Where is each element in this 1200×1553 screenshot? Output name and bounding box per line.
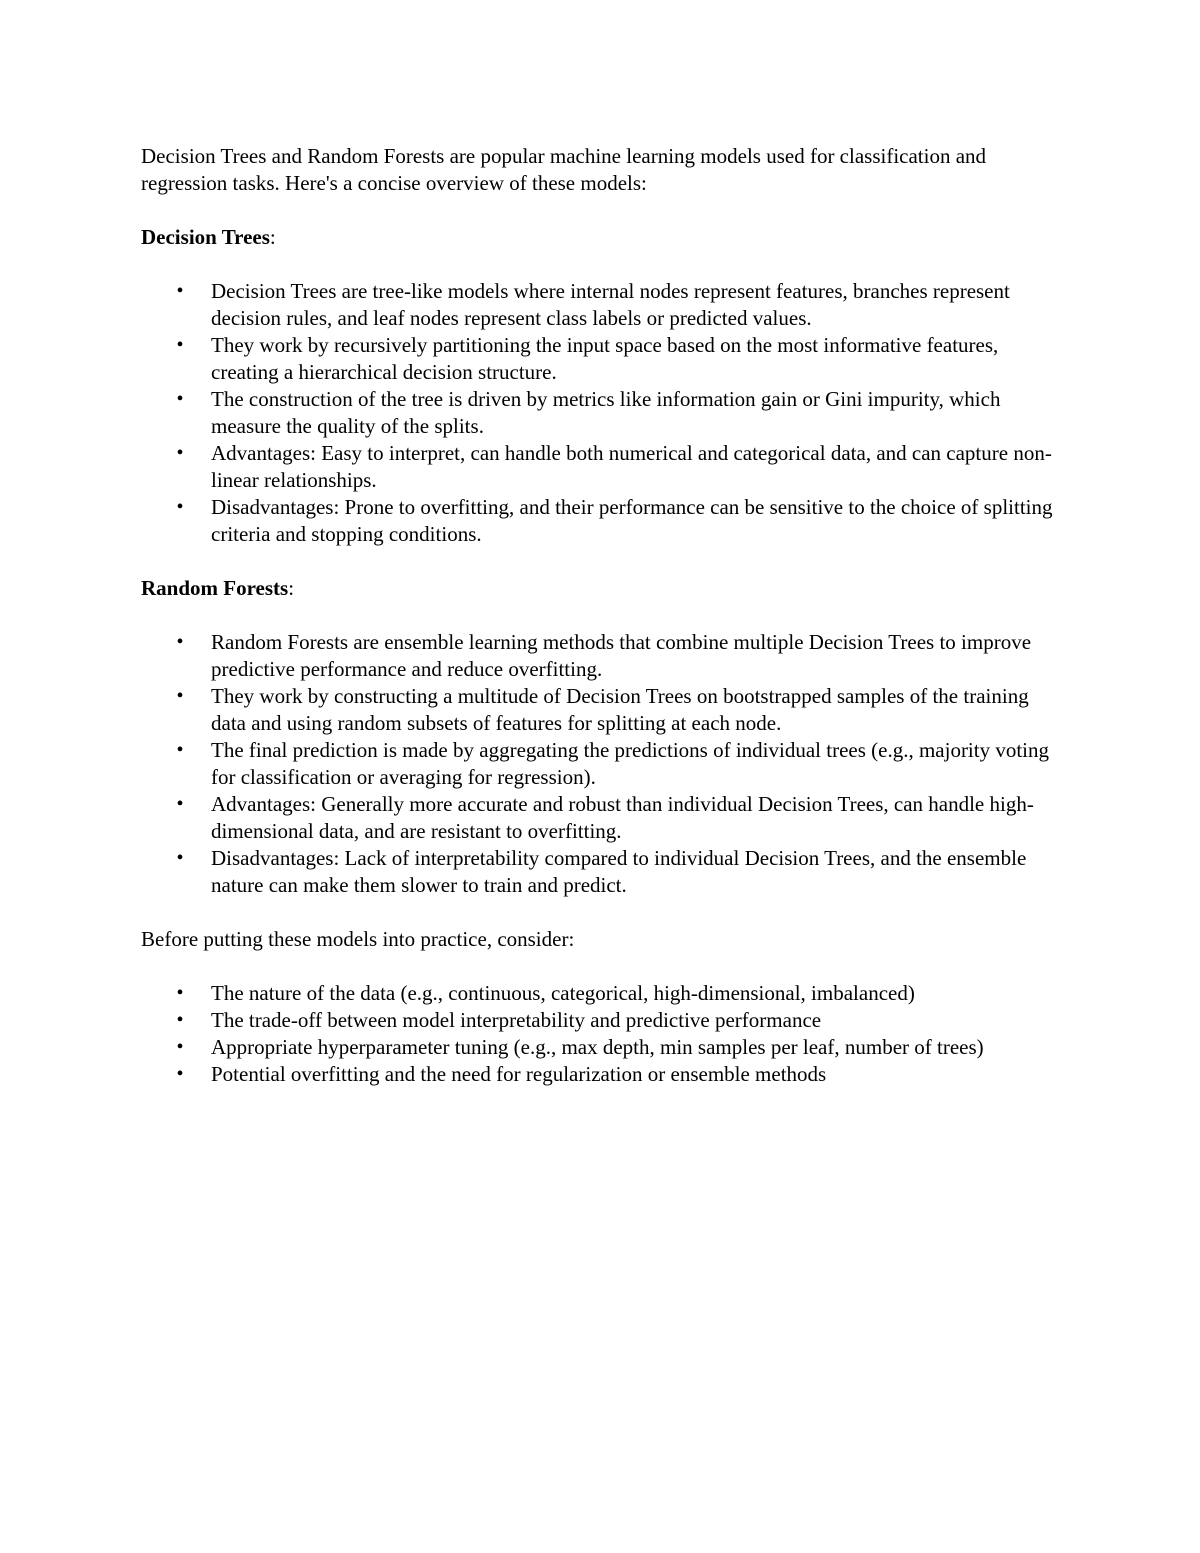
bullet-icon: • [176,739,184,761]
list-item-text: The trade-off between model interpretability and predictive performance [211,1008,822,1032]
bullet-icon: • [176,1063,184,1085]
list-item [176,683,1061,737]
bullet-icon: • [176,847,184,869]
bullet-icon: • [176,685,184,707]
list-item-text: Random Forests are ensemble learning methods that combine multiple Decision Trees to improve predictive performance and reduce overfitting. [211,630,1032,681]
bullet-icon: • [176,496,184,518]
list-item-text: They work by recursively partitioning the input space based on the most informative features, creating a hierarchical decision structure. [211,333,999,384]
list-item [176,278,1061,332]
heading-colon: : [288,576,295,600]
decision-trees-heading [141,224,1061,251]
bullet-icon: • [176,280,184,302]
bullet-icon: • [176,1009,184,1031]
bullet-icon: • [176,1036,184,1058]
list-item [176,1034,1061,1061]
random-forests-heading-text: Random Forests [141,576,289,600]
list-item [176,1007,1061,1034]
list-item-text: Disadvantages: Prone to overfitting, and their performance can be sensitive to the choice of splitting criteria and stopping conditions. [211,495,1053,546]
list-item-text: Potential overfitting and the need for regularization or ensemble methods [211,1062,827,1086]
list-item [176,1061,1061,1088]
list-item [176,386,1061,440]
list-item-text: They work by constructing a multitude of Decision Trees on bootstrapped samples of the training data and using random subsets of features for splitting at each node. [211,684,1029,735]
bullet-icon: • [176,982,184,1004]
list-item-text: The final prediction is made by aggregating the predictions of individual trees (e.g., majority voting for classification or averaging for regression). [211,738,1050,789]
list-item [176,980,1061,1007]
intro-paragraph: Decision Trees and Random Forests are popular machine learning models used for classification and regression tasks. Here's a concise overview of these models: [141,144,987,195]
decision-trees-heading-text: Decision Trees [141,225,270,249]
list-item-text: The nature of the data (e.g., continuous, categorical, high-dimensional, imbalanced) [211,981,915,1005]
random-forests-list [141,629,1061,899]
heading-colon: : [269,225,276,249]
list-item [176,629,1061,683]
decision-trees-list [141,278,1061,548]
list-item-text: Advantages: Easy to interpret, can handle both numerical and categorical data, and can capture non-linear relationships. [211,441,1052,492]
list-item-text: Disadvantages: Lack of interpretability compared to individual Decision Trees, and the ensemble nature can make them slower to train and predict. [211,846,1027,897]
bullet-icon: • [176,793,184,815]
bullet-icon: • [176,388,184,410]
list-item-text: Decision Trees are tree-like models where internal nodes represent features, branches represent decision rules, and leaf nodes represent class labels or predicted values. [211,279,1010,330]
list-item [176,791,1061,845]
list-item [176,440,1061,494]
bullet-icon: • [176,631,184,653]
list-item-text: Appropriate hyperparameter tuning (e.g., max depth, min samples per leaf, number of trees) [211,1035,984,1059]
list-item [176,332,1061,386]
list-item [176,737,1061,791]
document-page [141,143,1061,1115]
list-item-text: Advantages: Generally more accurate and robust than individual Decision Trees, can handle high-dimensional data, and are resistant to overfitting. [211,792,1034,843]
list-item [176,494,1061,548]
considerations-list [141,980,1061,1088]
list-item-text: The construction of the tree is driven by metrics like information gain or Gini impurity, which measure the quality of the splits. [211,387,1001,438]
considerations-intro: Before putting these models into practice, consider: [141,927,575,951]
bullet-icon: • [176,442,184,464]
bullet-icon: • [176,334,184,356]
random-forests-heading [141,575,1061,602]
list-item [176,845,1061,899]
